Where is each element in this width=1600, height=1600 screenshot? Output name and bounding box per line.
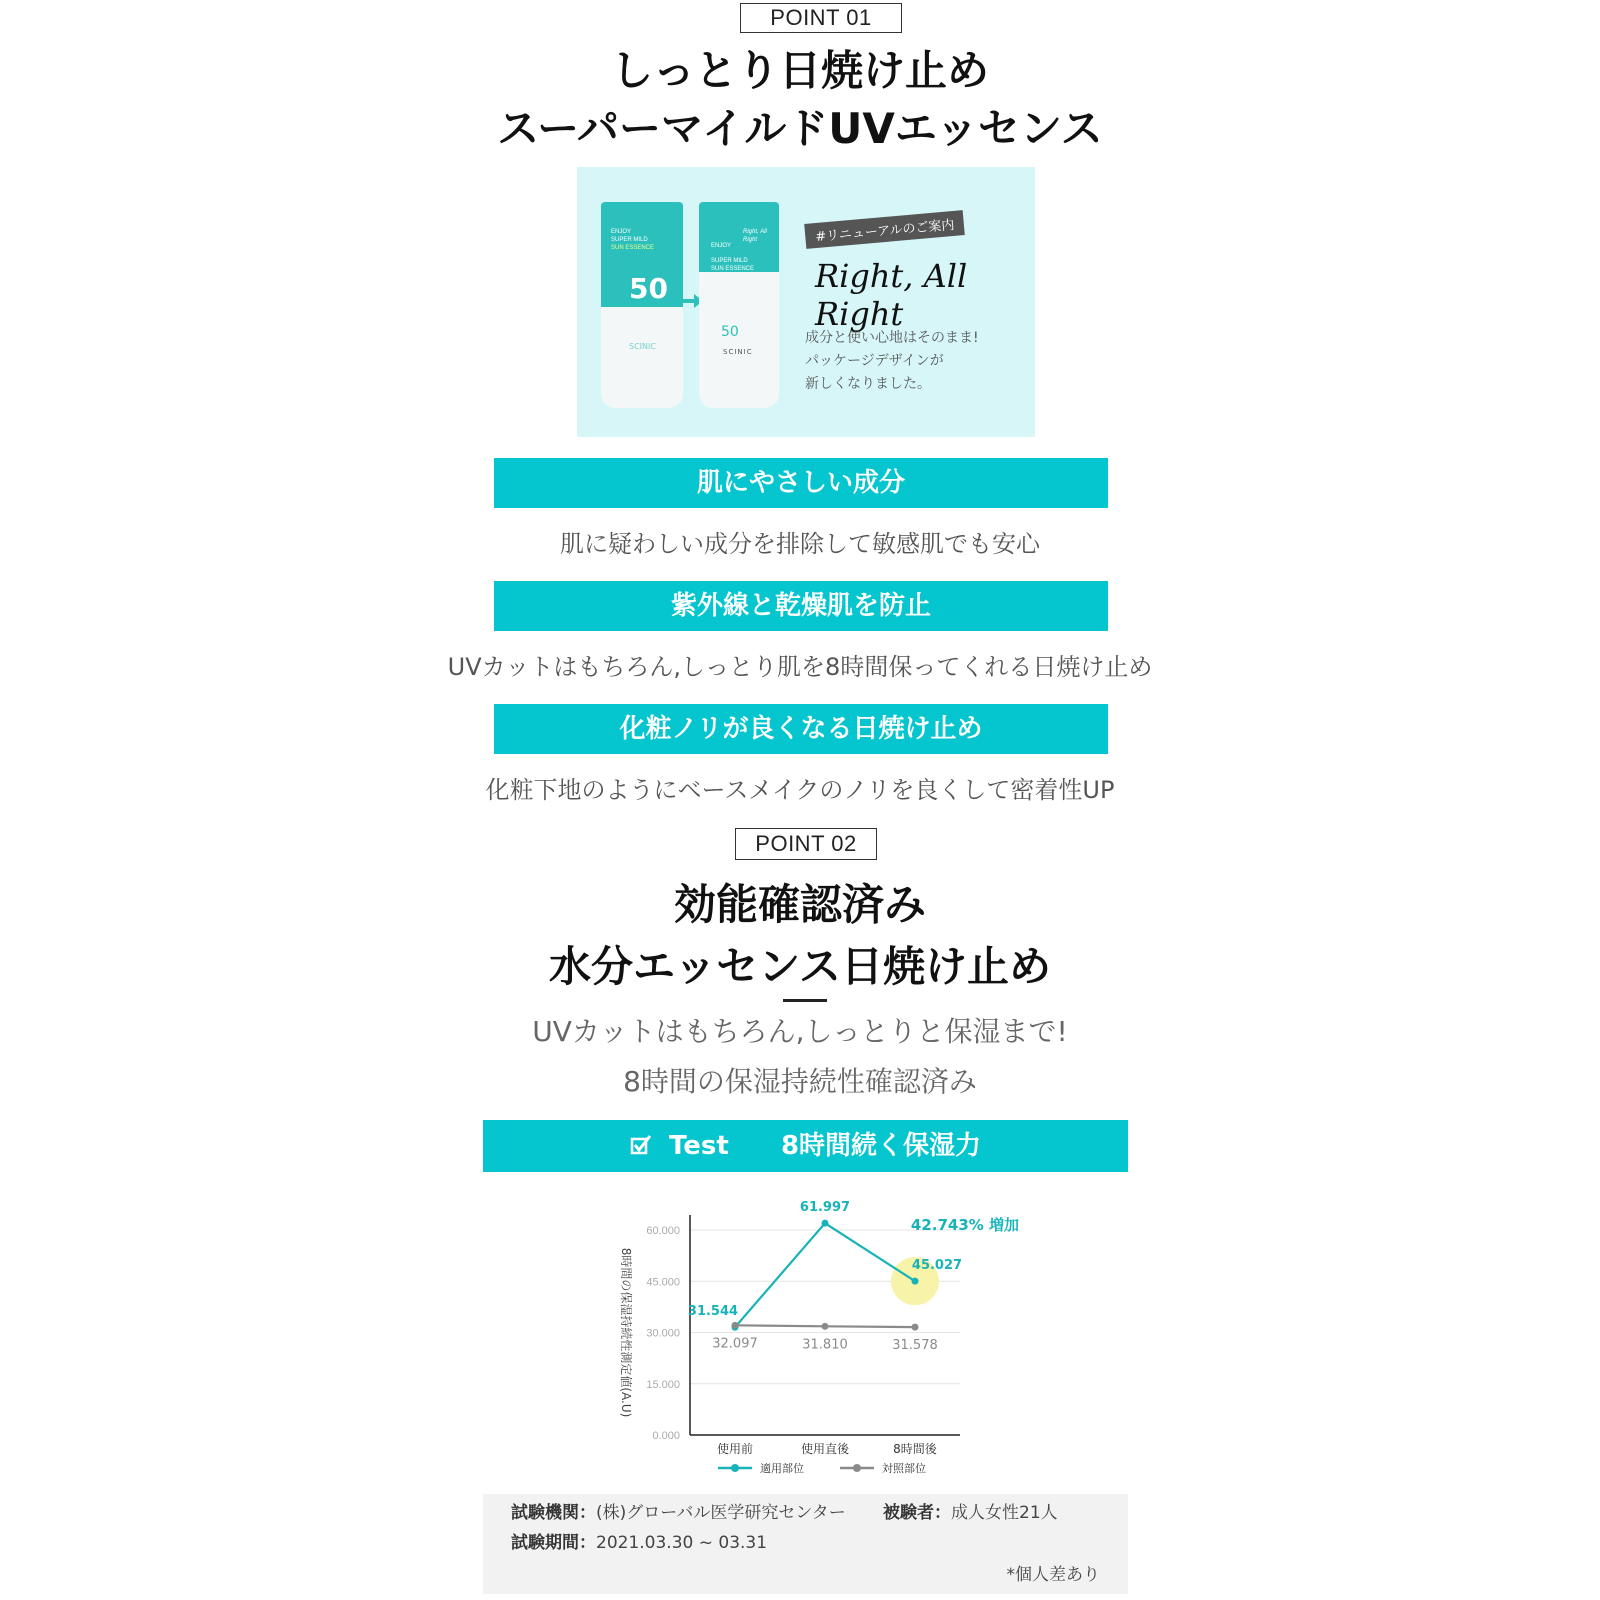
- legend-marker: [731, 1464, 739, 1472]
- feature-3-heading: 化粧ノリが良くなる日焼け止め: [494, 704, 1108, 754]
- test-period: 試験期間：2021.03.30 ~ 03.31: [511, 1533, 768, 1553]
- point-01-title-line2: スーパーマイルドUVエッセンス: [497, 104, 1103, 153]
- point-02-badge: POINT 02: [735, 828, 877, 860]
- y-tick-label: 15.000: [646, 1378, 680, 1391]
- data-point: [822, 1323, 829, 1330]
- new-tube: Right, All Right ENJOY SUPER MILD SUN ESSENCE 50 SCINIC: [699, 202, 779, 408]
- check-icon: [630, 1122, 652, 1144]
- title-divider: [783, 999, 827, 1002]
- data-point: [912, 1324, 919, 1331]
- test-info-box: [483, 1494, 1128, 1594]
- legend-label: 対照部位: [882, 1462, 926, 1475]
- data-label: 32.097: [712, 1336, 758, 1352]
- point-01-title-line1: しっとり日焼け止め: [610, 46, 989, 95]
- feature-2-heading: 紫外線と乾燥肌を防止: [494, 581, 1108, 631]
- test-org: 試験機関：(株)グローバル医学研究センター: [511, 1503, 846, 1523]
- y-axis-label: 8時間の保湿持続性測定値(A.U): [619, 1247, 633, 1418]
- moisture-chart: [600, 1200, 1040, 1490]
- y-tick-label: 60.000: [646, 1225, 680, 1237]
- feature-2-text: UVカットはもちろん,しっとり肌を8時間保ってくれる日焼け止め: [447, 653, 1153, 681]
- legend-marker: [853, 1464, 861, 1472]
- individual-note: *個人差あり: [1006, 1565, 1100, 1585]
- product-renewal-image: [577, 167, 1035, 437]
- legend-label: 適用部位: [760, 1462, 804, 1475]
- script-text: Right, All Right: [815, 257, 968, 333]
- renewal-note: 成分と使い心地はそのまま! パッケージデザインが 新しくなりました。: [805, 330, 979, 392]
- y-tick-label: 0.000: [652, 1430, 680, 1442]
- old-tube: ENJOY SUPER MILD SUN ESSENCE 50 SCINIC: [601, 202, 683, 408]
- data-label: 61.997: [799, 1200, 851, 1216]
- x-tick-label: 8時間後: [893, 1442, 937, 1456]
- feature-1-text: 肌に疑わしい成分を排除して敏感肌でも安心: [560, 530, 1040, 558]
- x-tick-label: 使用直後: [800, 1442, 850, 1456]
- data-point: [732, 1322, 739, 1329]
- point-01-badge: POINT 01: [740, 3, 902, 33]
- data-label: 31.578: [892, 1338, 938, 1354]
- y-tick-label: 45.000: [646, 1276, 680, 1289]
- test-label: Test: [669, 1131, 729, 1161]
- x-tick-label: 使用前: [716, 1442, 754, 1456]
- data-label: 45.027: [911, 1258, 963, 1274]
- test-subjects: 被験者：成人女性21人: [883, 1503, 1058, 1523]
- y-tick-label: 30.000: [646, 1327, 680, 1340]
- test-title: 8時間続く保湿力: [780, 1131, 982, 1161]
- increase-annotation: 42.743% 増加: [910, 1216, 1020, 1235]
- point-02-sub-line1: UVカットはもちろん,しっとりと保湿まで!: [532, 1015, 1068, 1048]
- data-label: 31.810: [802, 1337, 848, 1353]
- feature-3-text: 化粧下地のようにベースメイクのノリを良くして密着性UP: [485, 776, 1115, 804]
- point-02-title-line1: 効能確認済み: [673, 880, 926, 929]
- series-line-0: [735, 1223, 915, 1327]
- renewal-tag: #リニューアルのご案内: [804, 210, 965, 249]
- data-label: 31.544: [687, 1304, 739, 1320]
- data-point: [912, 1278, 919, 1285]
- point-02-sub-line2: 8時間の保湿持続性確認済み: [623, 1065, 977, 1098]
- point-02-title-line2: 水分エッセンス日焼け止め: [549, 942, 1051, 991]
- feature-1-heading: 肌にやさしい成分: [494, 458, 1108, 508]
- data-point: [822, 1220, 829, 1227]
- test-bar: [483, 1120, 1128, 1172]
